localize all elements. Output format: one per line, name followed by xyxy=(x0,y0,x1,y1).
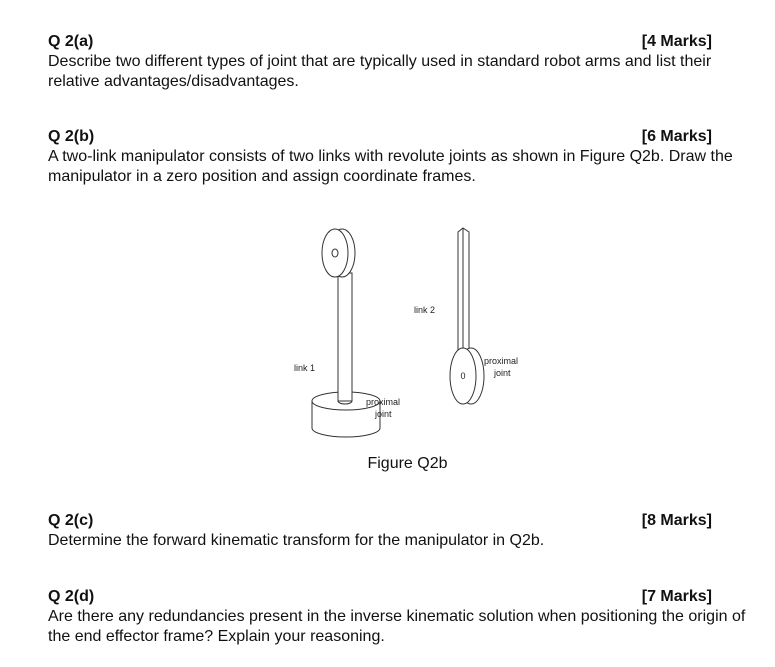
question-header xyxy=(48,511,748,531)
question-text: Determine the forward kinematic transform for the manipulator in Q2b. xyxy=(48,532,545,549)
label-link-2: link 2 xyxy=(414,305,436,315)
question-2b xyxy=(48,127,748,187)
question-id: Q 2(d) xyxy=(48,588,95,605)
link-2-proximal-disc xyxy=(450,348,484,404)
figure-q2b-drawing xyxy=(270,218,550,448)
question-marks: [7 Marks] xyxy=(641,588,712,605)
label-proximal-joint-2b: joint xyxy=(494,368,511,378)
link-2-bar xyxy=(458,228,469,350)
joint-mark-side: 0 xyxy=(460,371,466,381)
question-header xyxy=(48,32,748,52)
question-marks: [8 Marks] xyxy=(641,512,712,529)
question-id: Q 2(b) xyxy=(48,128,95,145)
question-2a xyxy=(48,32,748,92)
question-header xyxy=(48,127,748,147)
question-id: Q 2(a) xyxy=(48,33,94,50)
label-proximal-joint-1a: proximal xyxy=(366,397,401,407)
link-1-rod xyxy=(338,273,352,404)
question-id: Q 2(c) xyxy=(48,512,94,529)
question-2d xyxy=(48,587,748,647)
label-proximal-joint-2a: proximal xyxy=(484,356,519,366)
question-marks: [4 Marks] xyxy=(641,33,712,50)
figure-caption: Figure Q2b xyxy=(367,455,448,472)
question-text: A two-link manipulator consists of two links with revolute joints as shown in Figure Q2b. Draw the manipulator in a zero position and assign coordinate frames. xyxy=(48,148,733,185)
question-text: Are there any redundancies present in the inverse kinematic solution when positioning the origin of the end effector frame? Explain your reasoning. xyxy=(48,608,746,645)
label-link-1: link 1 xyxy=(294,363,316,373)
top-disc-joint xyxy=(322,229,355,277)
question-header xyxy=(48,587,748,607)
question-marks: [6 Marks] xyxy=(641,128,712,145)
question-2c xyxy=(48,511,748,551)
question-text: Describe two different types of joint that are typically used in standard robot arms and list their relative advantages/disadvantages. xyxy=(48,53,712,90)
label-proximal-joint-1b: joint xyxy=(375,409,392,419)
